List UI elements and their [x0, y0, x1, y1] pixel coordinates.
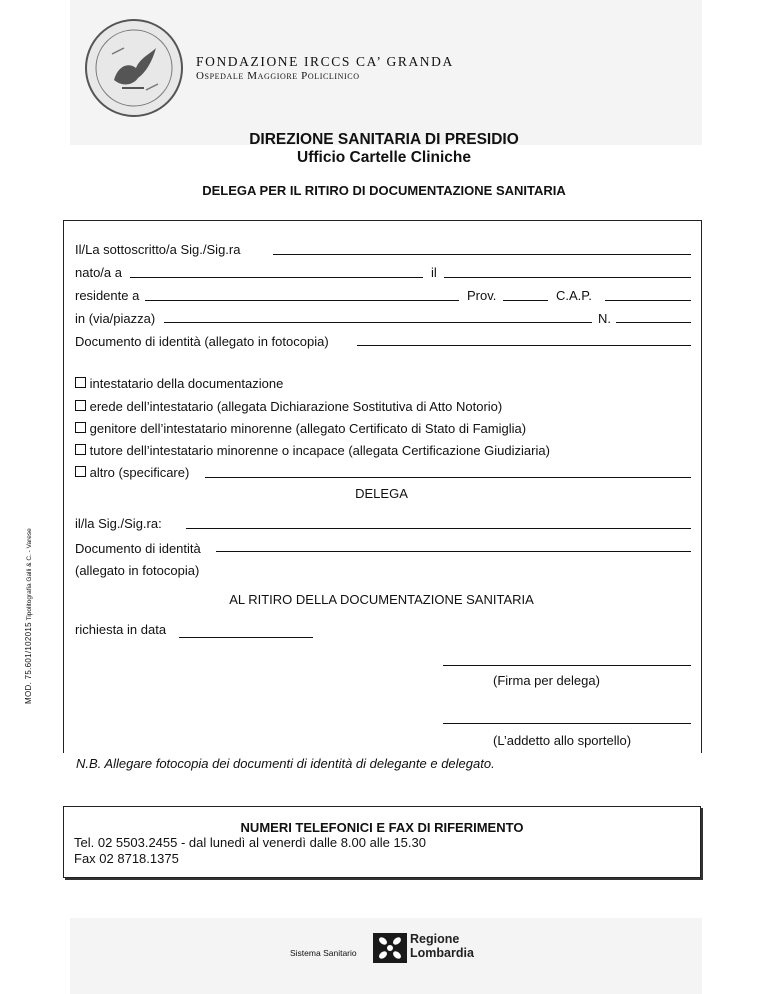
option-genitore[interactable]: [75, 421, 526, 436]
data-nascita-field[interactable]: [444, 277, 691, 278]
nato-label: nato/a a: [75, 265, 122, 280]
documento-label: Documento di identità (allegato in fotocopia): [75, 334, 329, 349]
residente-field[interactable]: [145, 300, 459, 301]
option-altro[interactable]: [75, 465, 189, 480]
option-label: intestatario della documentazione: [89, 376, 284, 391]
prov-field[interactable]: [503, 300, 548, 301]
numero-field[interactable]: [616, 322, 691, 323]
checkbox[interactable]: [75, 422, 86, 433]
option-label: genitore dell’intestatario minorenne (allegato Certificato di Stato di Famiglia): [89, 421, 527, 436]
form-code: [24, 528, 33, 704]
firma-delega-field[interactable]: [443, 665, 691, 666]
residente-label: residente a: [75, 288, 140, 303]
firma-delega-label: (Firma per delega): [493, 673, 600, 688]
cap-label: C.A.P.: [556, 288, 592, 303]
printer-name: Tipolitografia Galli & C. - Varese: [26, 528, 33, 621]
documento-field[interactable]: [357, 345, 691, 346]
delega-heading: DELEGA: [355, 486, 408, 501]
prov-label: Prov.: [467, 288, 497, 303]
regione-label: Regione: [410, 932, 460, 946]
option-erede[interactable]: [75, 399, 502, 414]
office-title: Ufficio Cartelle Cliniche: [297, 149, 471, 166]
ritiro-heading: AL RITIRO DELLA DOCUMENTAZIONE SANITARIA: [229, 592, 534, 607]
telephone: Tel. 02 5503.2455 - dal lunedì al venerdì dalle 8.00 alle 15.30: [74, 835, 426, 850]
option-label: altro (specificare): [89, 465, 190, 480]
form-title: DELEGA PER IL RITIRO DI DOCUMENTAZIONE SANITARIA: [202, 183, 566, 198]
checkbox[interactable]: [75, 444, 86, 455]
allegato-label: (allegato in fotocopia): [75, 563, 200, 578]
direction-title: DIREZIONE SANITARIA DI PRESIDIO: [249, 131, 519, 148]
via-field[interactable]: [164, 322, 592, 323]
sottoscritto-label: Il/La sottoscritto/a Sig./Sig.ra: [75, 242, 241, 257]
delegato-label: il/la Sig./Sig.ra:: [75, 516, 162, 531]
mod-code: MOD. 75.601/102015: [24, 622, 33, 704]
addetto-label: (L’addetto allo sportello): [493, 733, 632, 748]
checkbox[interactable]: [75, 466, 86, 477]
contacts-box: [63, 806, 701, 878]
nb-note: N.B. Allegare fotocopia dei documenti di identità di delegante e delegato.: [76, 756, 495, 771]
regione-lombardia-logo-icon: [373, 933, 407, 963]
option-label: tutore dell’intestatario minorenne o incapace (allegata Certificazione Giudiziaria): [89, 443, 550, 458]
fax: Fax 02 8718.1375: [74, 851, 179, 866]
contacts-title: NUMERI TELEFONICI E FAX DI RIFERIMENTO: [240, 820, 524, 835]
option-intestatario[interactable]: [75, 376, 283, 391]
addetto-field[interactable]: [443, 723, 691, 724]
option-tutore[interactable]: [75, 443, 550, 458]
hospital-seal-icon: [84, 18, 184, 118]
checkbox[interactable]: [75, 377, 86, 388]
numero-label: N.: [598, 311, 611, 326]
org-name: FONDAZIONE IRCCS CA’ GRANDA: [196, 54, 454, 69]
richiesta-label: richiesta in data: [75, 622, 167, 637]
il-label: il: [431, 265, 437, 280]
nato-field[interactable]: [130, 277, 423, 278]
option-label: erede dell’intestatario (allegata Dichiarazione Sostitutiva di Atto Notorio): [89, 399, 503, 414]
hospital-name: Ospedale Maggiore Policlinico: [196, 70, 360, 82]
lombardia-label: Lombardia: [410, 946, 474, 960]
doc-delegato-field[interactable]: [216, 551, 691, 552]
sottoscritto-field[interactable]: [273, 254, 691, 255]
richiesta-field[interactable]: [179, 637, 313, 638]
cap-field[interactable]: [605, 300, 691, 301]
delegato-field[interactable]: [186, 528, 691, 529]
via-label: in (via/piazza): [75, 311, 156, 326]
doc-delegato-label: Documento di identità: [75, 541, 201, 556]
altro-field[interactable]: [205, 477, 691, 478]
sistema-sanitario-label: Sistema Sanitario: [290, 948, 357, 958]
checkbox[interactable]: [75, 400, 86, 411]
